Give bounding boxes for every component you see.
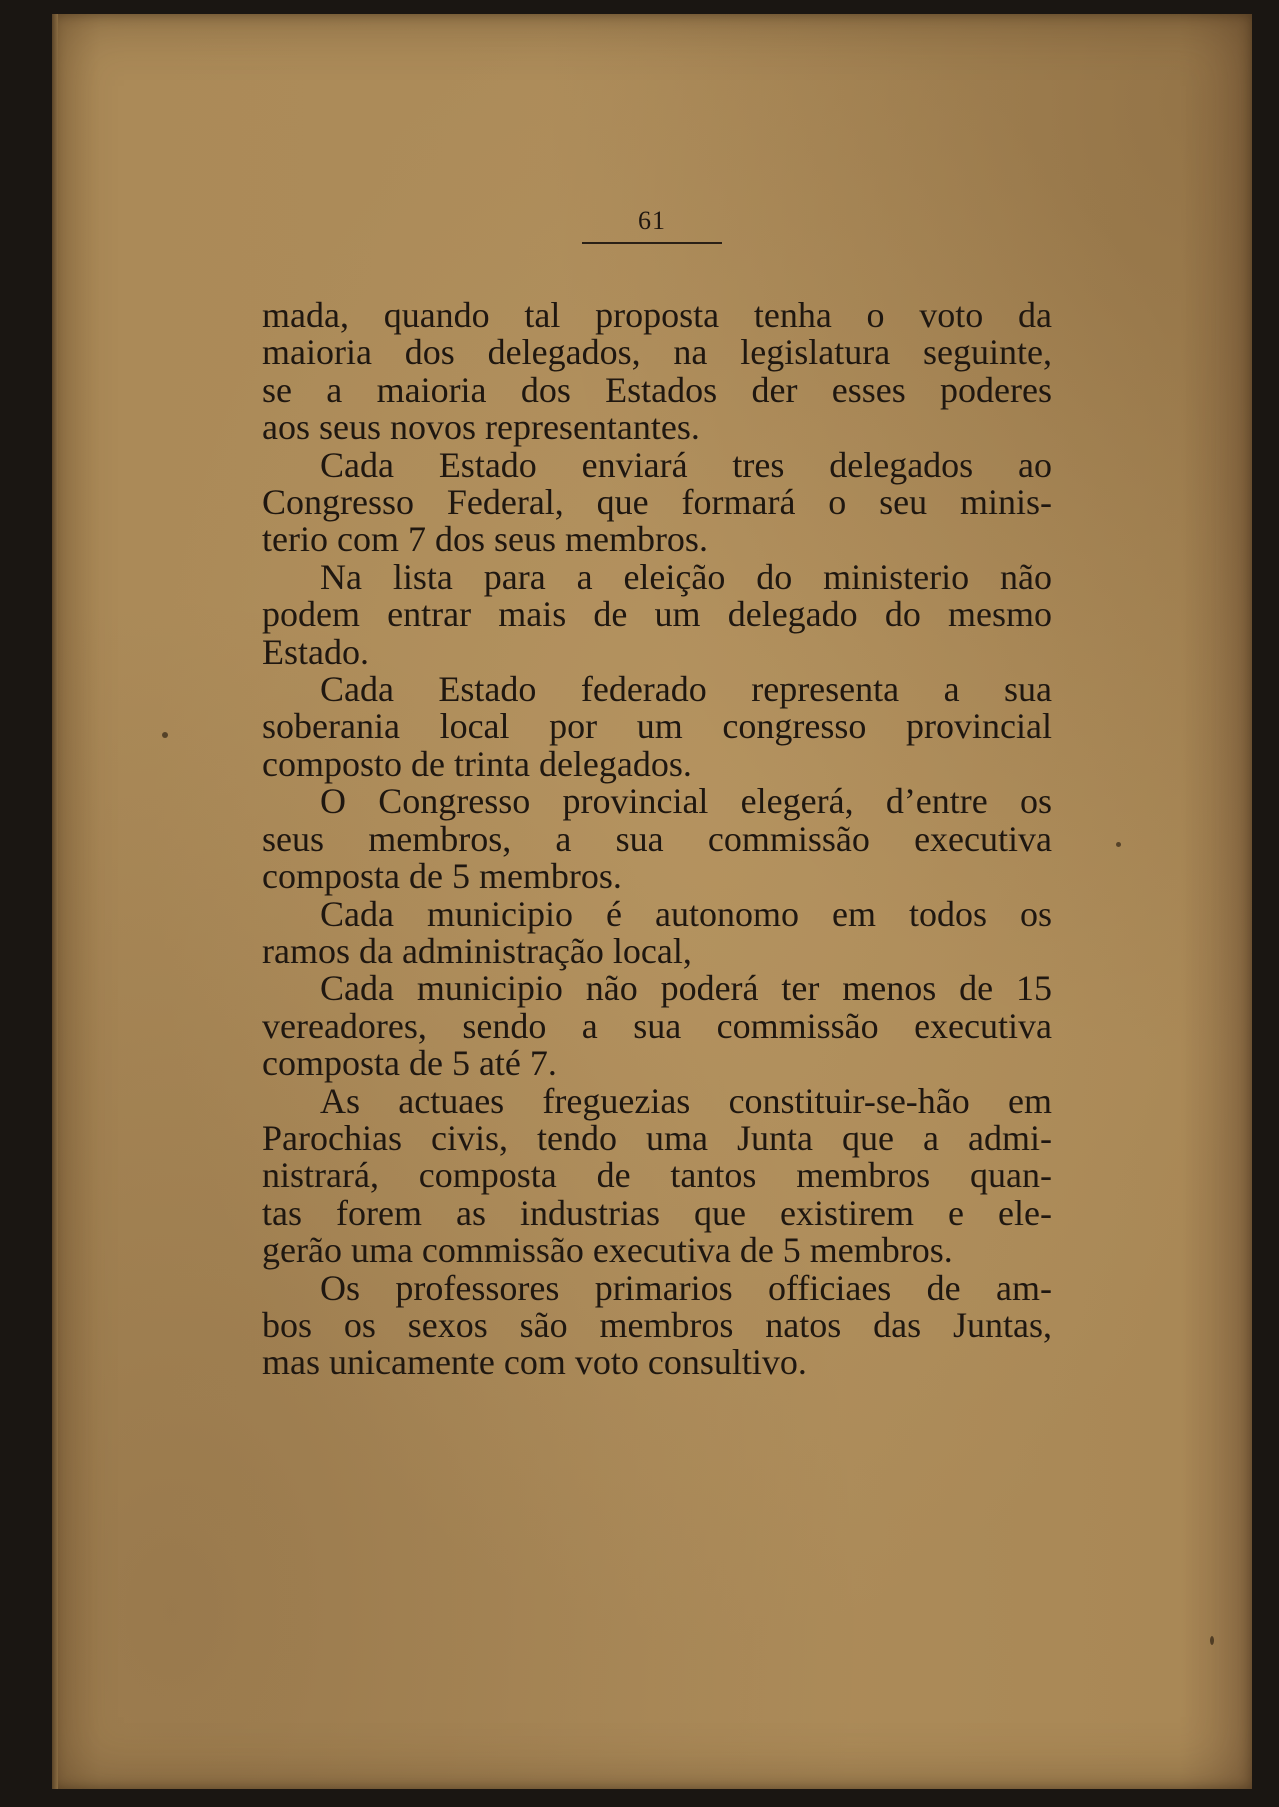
paragraph bbox=[262, 970, 1052, 1082]
paragraph bbox=[262, 556, 1052, 672]
text-line: Cada municipio é autonomo em todos os bbox=[320, 893, 1052, 934]
paper-stain bbox=[1210, 1636, 1214, 1645]
text-line: Cada Estado enviará tres delegados ao bbox=[320, 444, 1052, 485]
paper-stain bbox=[1116, 842, 1121, 847]
text-line: gerão uma commissão executiva de 5 membros. bbox=[262, 1230, 953, 1271]
text-line: ramos da administração local, bbox=[262, 930, 692, 971]
text-line: bos os sexos são membros natos das Juntas, bbox=[262, 1304, 1052, 1345]
text-line: Estado. bbox=[262, 631, 369, 672]
page-number-rule bbox=[582, 242, 722, 244]
text-line: podem entrar mais de um delegado do mesmo bbox=[262, 594, 1052, 635]
text-line: aos seus novos representantes. bbox=[262, 407, 700, 448]
text-line: As actuaes freguezias constituir-se-hão em bbox=[320, 1080, 1052, 1121]
page-spine-edge bbox=[52, 14, 58, 1789]
paragraph bbox=[262, 444, 1052, 560]
paragraph bbox=[262, 1080, 1052, 1271]
text-line: soberania local por um congresso provincial bbox=[262, 706, 1052, 747]
page-number: 61 bbox=[638, 206, 666, 235]
text-line: nistrará, composta de tantos membros quan- bbox=[262, 1155, 1052, 1196]
text-line: composta de 5 até 7. bbox=[262, 1043, 557, 1084]
text-line: Parochias civis, tendo uma Junta que a admi- bbox=[262, 1117, 1052, 1158]
text-line: Os professores primarios officiaes de am- bbox=[320, 1267, 1052, 1308]
paragraph bbox=[262, 671, 1052, 783]
text-line: seus membros, a sua commissão executiva bbox=[262, 818, 1052, 859]
paper-stain bbox=[162, 732, 168, 738]
text-line: Cada municipio não poderá ter menos de 15 bbox=[320, 968, 1052, 1009]
text-line: O Congresso provincial elegerá, d’entre os bbox=[320, 781, 1052, 822]
text-line: composto de trinta delegados. bbox=[262, 743, 692, 784]
book-page bbox=[52, 14, 1252, 1789]
text-line: Na lista para a eleição do ministerio não bbox=[320, 556, 1052, 597]
text-line: vereadores, sendo a sua commissão executiva bbox=[262, 1005, 1052, 1046]
text-line: composta de 5 membros. bbox=[262, 856, 622, 897]
body-text bbox=[262, 297, 1052, 1382]
text-line: Cada Estado federado representa a sua bbox=[320, 669, 1052, 710]
text-line: se a maioria dos Estados der esses poderes bbox=[262, 369, 1052, 410]
text-line: terio com 7 dos seus membros. bbox=[262, 519, 708, 560]
text-line: Congresso Federal, que formará o seu minis- bbox=[262, 482, 1052, 523]
text-line: mada, quando tal proposta tenha o voto da bbox=[262, 295, 1052, 335]
paragraph bbox=[262, 1267, 1052, 1383]
paragraph bbox=[262, 297, 1052, 447]
text-line: tas forem as industrias que existirem e ele- bbox=[262, 1192, 1052, 1233]
text-line: maioria dos delegados, na legislatura seguinte, bbox=[262, 332, 1052, 373]
paragraph bbox=[262, 783, 1052, 895]
paragraph bbox=[262, 893, 1052, 971]
text-line: mas unicamente com voto consultivo. bbox=[262, 1342, 807, 1383]
